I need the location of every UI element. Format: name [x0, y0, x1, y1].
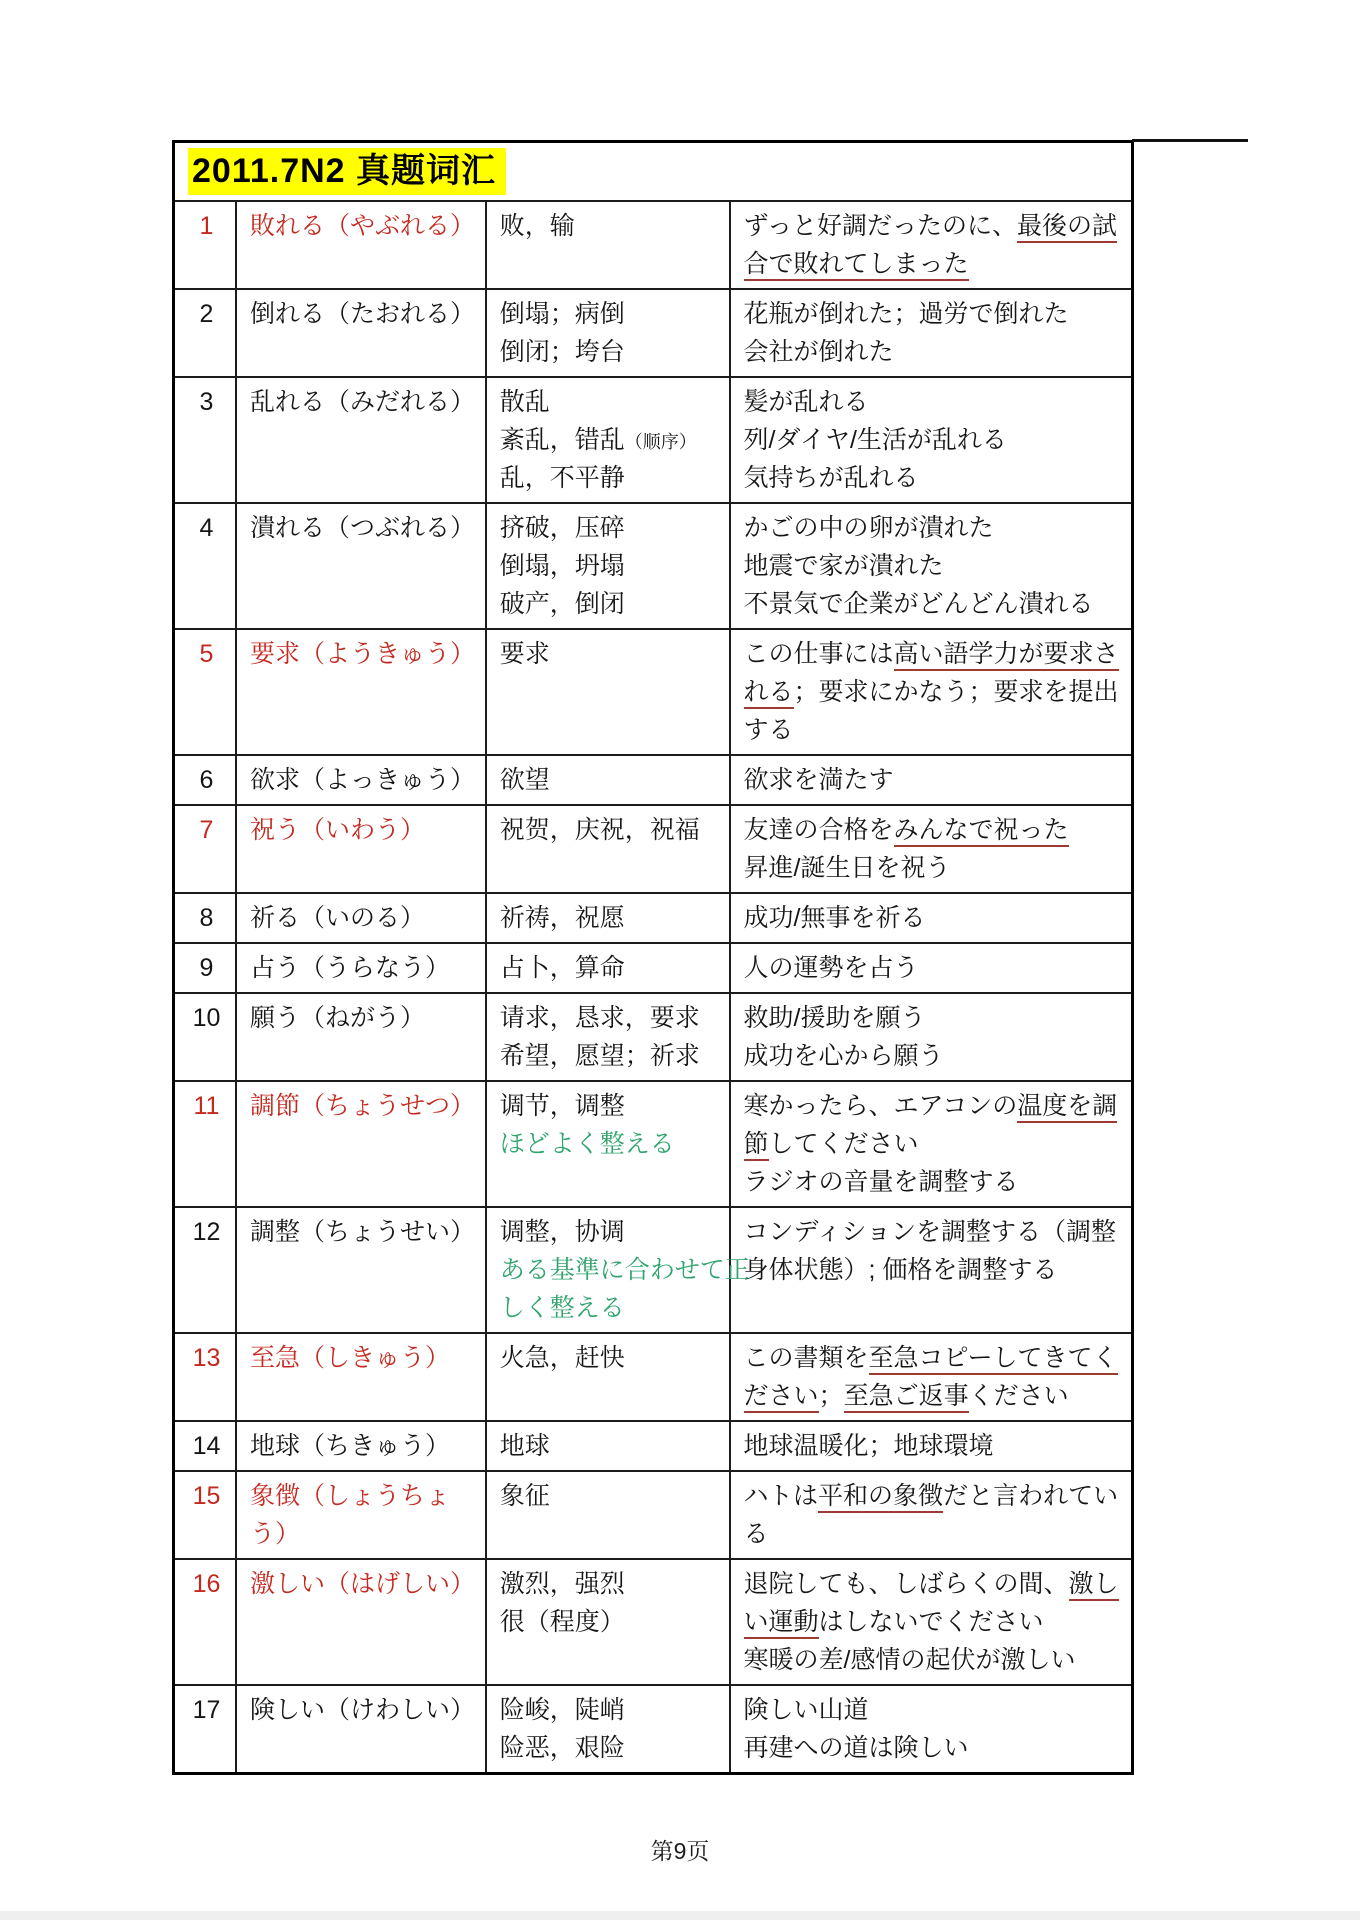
cell-line: [250, 1427, 475, 1465]
cell-line: [744, 635, 1121, 673]
cell-line: [744, 761, 1121, 799]
underlined-text: 平和の象徴: [818, 1482, 943, 1513]
cell-line: [744, 1339, 1121, 1377]
example-cell: [730, 993, 1133, 1081]
meaning-cell: [486, 943, 730, 993]
table-row: [174, 993, 1133, 1081]
word-cell: [236, 1685, 486, 1774]
text-segment: 成功を心から願う: [743, 1042, 944, 1070]
row-number-cell: [174, 1081, 236, 1207]
word-cell: [236, 629, 486, 755]
example-cell: [730, 1081, 1133, 1207]
text-segment: 倒塌；病倒: [499, 300, 625, 328]
text-segment: かごの中の卵が潰れた: [743, 514, 994, 542]
green-note-text: しく整える: [499, 1294, 625, 1322]
text-segment: 很（程度）: [499, 1608, 625, 1636]
cell-line: [500, 1477, 719, 1515]
row-number-cell: [174, 377, 236, 503]
vocab-table: [172, 140, 1134, 1775]
example-cell: [730, 201, 1133, 289]
cell-line: [250, 1087, 475, 1125]
table-row: [174, 1333, 1133, 1421]
text-segment: 寒暖の差/感情の起伏が激しい: [743, 1646, 1076, 1674]
text-segment: ください: [968, 1382, 1069, 1410]
cell-line: [744, 333, 1121, 371]
cell-line: [744, 1427, 1121, 1465]
row-number: 13: [192, 1344, 221, 1372]
text-segment: この書類を: [743, 1344, 869, 1372]
row-number-cell: [174, 943, 236, 993]
text-segment: 要求: [499, 640, 550, 668]
word-cell: [236, 1081, 486, 1207]
word-cell: [236, 1559, 486, 1685]
cell-line: [250, 383, 475, 421]
text-segment: 占う（うらなう）: [249, 954, 450, 982]
word-cell: [236, 893, 486, 943]
example-cell: [730, 1333, 1133, 1421]
cell-line: [250, 899, 475, 937]
cell-line: [744, 509, 1121, 547]
table-row: [174, 629, 1133, 755]
cell-line: [250, 207, 475, 245]
text-segment: 地球（ちきゅう）: [249, 1432, 450, 1460]
row-number: 9: [199, 954, 214, 982]
row-number-cell: [174, 1421, 236, 1471]
cell-line: [744, 1729, 1121, 1767]
text-segment: 地球: [499, 1432, 550, 1460]
cell-line: [744, 1377, 1121, 1415]
text-segment: する: [743, 716, 794, 744]
row-number: 6: [199, 766, 214, 794]
row-number: 4: [199, 514, 214, 542]
table-row: [174, 1081, 1133, 1207]
row-number: 5: [199, 640, 214, 668]
text-segment: う）: [249, 1520, 300, 1548]
table-row: [174, 893, 1133, 943]
text-segment: 寒かったら、エアコンの: [743, 1092, 1018, 1120]
underlined-text: ださい: [744, 1382, 819, 1413]
cell-line: [500, 1037, 719, 1075]
row-number: 1: [199, 212, 214, 240]
document-title: 2011.7N2 真题词汇: [188, 148, 506, 195]
row-number-cell: [174, 1559, 236, 1685]
table-row: [174, 201, 1133, 289]
text-segment: 险恶，艰险: [499, 1734, 625, 1762]
table-row: [174, 805, 1133, 893]
meaning-cell: [486, 755, 730, 805]
text-segment: 散乱: [499, 388, 550, 416]
table-row: [174, 1471, 1133, 1559]
row-number: 8: [199, 904, 214, 932]
cell-line: [250, 999, 475, 1037]
cell-line: [500, 761, 719, 799]
meaning-cell: [486, 201, 730, 289]
text-segment: 調節（ちょうせつ）: [249, 1092, 475, 1120]
cell-line: [744, 547, 1121, 585]
text-segment: 倒塌，坍塌: [499, 552, 625, 580]
underlined-text: 至急ご返事: [844, 1382, 969, 1413]
row-number-cell: [174, 503, 236, 629]
text-segment: ；: [818, 1382, 844, 1410]
text-segment: 倒れる（たおれる）: [249, 300, 475, 328]
cell-line: [500, 1565, 719, 1603]
cell-line: [744, 711, 1121, 749]
cell-line: [500, 333, 719, 371]
text-segment: 険しい（けわしい）: [249, 1696, 475, 1724]
word-cell: [236, 289, 486, 377]
text-segment: 象徴（しょうちょ: [249, 1482, 450, 1510]
text-segment: 花瓶が倒れた；過労で倒れた: [743, 300, 1069, 328]
page-bottom-edge: [0, 1911, 1360, 1920]
underlined-text: 激し: [1069, 1570, 1119, 1601]
text-segment: 败，输: [499, 212, 575, 240]
text-segment: 昇進/誕生日を祝う: [743, 854, 951, 882]
text-segment: コンディションを調整する（調整: [743, 1218, 1117, 1246]
text-segment: 激しい（はげしい）: [249, 1570, 475, 1598]
cell-line: [500, 1339, 719, 1377]
text-segment: 破产，倒闭: [499, 590, 625, 618]
row-number-cell: [174, 629, 236, 755]
cell-line: [744, 1213, 1121, 1251]
text-segment: 祈る（いのる）: [249, 904, 425, 932]
meaning-cell: [486, 1471, 730, 1559]
cell-line: [744, 1603, 1121, 1641]
cell-line: [744, 949, 1121, 987]
page-number: 第9页: [650, 1838, 710, 1864]
word-cell: [236, 1471, 486, 1559]
cell-line: [250, 509, 475, 547]
row-number: 14: [192, 1432, 221, 1460]
row-number-cell: [174, 893, 236, 943]
row-number-cell: [174, 201, 236, 289]
row-number-cell: [174, 1471, 236, 1559]
text-segment: 友達の合格を: [743, 816, 894, 844]
text-segment: 请求，恳求，要求: [499, 1004, 700, 1032]
cell-line: [500, 459, 719, 497]
text-segment: る: [743, 1520, 769, 1548]
text-segment: 身体状態）; 価格を調整する: [743, 1256, 1058, 1284]
word-cell: [236, 805, 486, 893]
row-number-cell: [174, 805, 236, 893]
word-cell: [236, 201, 486, 289]
row-number: 7: [199, 816, 214, 844]
word-cell: [236, 1207, 486, 1333]
cell-line: [744, 1163, 1121, 1201]
cell-line: [250, 1565, 475, 1603]
text-segment: 挤破，压碎: [499, 514, 625, 542]
row-number: 10: [192, 1004, 221, 1032]
example-cell: [730, 805, 1133, 893]
cell-line: [500, 383, 719, 421]
cell-line: [744, 849, 1121, 887]
green-note-text: ある基準に合わせて正: [499, 1256, 750, 1284]
word-cell: [236, 1333, 486, 1421]
cell-line: [500, 421, 719, 459]
cell-line: [744, 207, 1121, 245]
meaning-cell: [486, 805, 730, 893]
text-segment: 願う（ねがう）: [249, 1004, 425, 1032]
cell-line: [744, 295, 1121, 333]
cell-line: [499, 1251, 750, 1289]
text-segment: 人の運勢を占う: [743, 954, 919, 982]
text-segment: この仕事には: [743, 640, 894, 668]
row-number-cell: [174, 289, 236, 377]
table-row: [174, 377, 1133, 503]
text-segment: 気持ちが乱れる: [743, 464, 919, 492]
example-cell: [730, 1685, 1133, 1774]
text-segment: してください: [768, 1130, 919, 1158]
text-segment: （顺序）: [624, 432, 697, 452]
example-cell: [730, 755, 1133, 805]
cell-line: [250, 1213, 475, 1251]
row-number-cell: [174, 755, 236, 805]
text-segment: 乱，不平静: [499, 464, 625, 492]
cell-line: [744, 673, 1121, 711]
cell-line: [744, 811, 1121, 849]
underlined-text: 最後の試: [1017, 212, 1117, 243]
text-segment: 会社が倒れた: [743, 338, 894, 366]
row-number: 16: [192, 1570, 221, 1598]
cell-line: [744, 999, 1121, 1037]
text-segment: 祝贺，庆祝，祝福: [499, 816, 700, 844]
row-number-cell: [174, 993, 236, 1081]
row-number: 2: [199, 300, 214, 328]
text-segment: 救助/援助を願う: [743, 1004, 926, 1032]
meaning-cell: [486, 1081, 730, 1207]
example-cell: [730, 1471, 1133, 1559]
cell-line: [744, 1251, 1121, 1289]
example-cell: [730, 893, 1133, 943]
text-segment: 地震で家が潰れた: [743, 552, 944, 580]
row-number: 17: [192, 1696, 221, 1724]
word-cell: [236, 755, 486, 805]
cell-line: [744, 1565, 1121, 1603]
title-row: [174, 142, 1133, 202]
example-cell: [730, 629, 1133, 755]
word-cell: [236, 993, 486, 1081]
cell-line: [250, 1691, 475, 1729]
cell-line: [744, 1641, 1121, 1679]
table-row: [174, 503, 1133, 629]
word-cell: [236, 377, 486, 503]
example-cell: [730, 503, 1133, 629]
cell-line: [500, 1289, 719, 1327]
text-segment: 欲望: [499, 766, 550, 794]
text-segment: 地球温暖化；地球環境: [743, 1432, 994, 1460]
cell-line: [500, 295, 719, 333]
row-number-cell: [174, 1207, 236, 1333]
text-segment: 不景気で企業がどんどん潰れる: [743, 590, 1094, 618]
underlined-text: 合で敗れてしまった: [744, 250, 969, 281]
underlined-text: い運動: [744, 1608, 819, 1639]
row-number: 15: [192, 1482, 221, 1510]
row-number-cell: [174, 1685, 236, 1774]
text-segment: はしないでください: [818, 1608, 1044, 1636]
cell-line: [500, 547, 719, 585]
cell-line: [744, 383, 1121, 421]
cell-line: [500, 509, 719, 547]
cell-line: [500, 949, 719, 987]
cell-line: [500, 999, 719, 1037]
meaning-cell: [486, 289, 730, 377]
text-segment: 潰れる（つぶれる）: [249, 514, 475, 542]
text-segment: 髪が乱れる: [743, 388, 869, 416]
text-segment: 再建への道は険しい: [743, 1734, 969, 1762]
cell-line: [500, 1087, 719, 1125]
cell-line: [250, 949, 475, 987]
text-segment: 欲求を満たす: [743, 766, 894, 794]
text-segment: 火急，赶快: [499, 1344, 625, 1372]
text-segment: 调节，调整: [499, 1092, 625, 1120]
meaning-cell: [486, 1559, 730, 1685]
underlined-text: みんなで祝った: [894, 816, 1069, 847]
cell-line: [500, 1603, 719, 1641]
example-cell: [730, 1421, 1133, 1471]
text-segment: 険しい山道: [743, 1696, 869, 1724]
cell-line: [250, 1339, 475, 1377]
cell-line: [744, 899, 1121, 937]
cell-line: [500, 1427, 719, 1465]
cell-line: [500, 585, 719, 623]
cell-line: [744, 459, 1121, 497]
text-segment: 象征: [499, 1482, 550, 1510]
meaning-cell: [486, 1421, 730, 1471]
cell-line: [744, 1477, 1121, 1515]
underlined-text: れる: [744, 678, 794, 709]
text-segment: 希望，愿望；祈求: [499, 1042, 700, 1070]
example-cell: [730, 1207, 1133, 1333]
table-row: [174, 1421, 1133, 1471]
underlined-text: 節: [744, 1130, 769, 1161]
text-segment: 祈祷，祝愿: [499, 904, 625, 932]
cell-line: [250, 1515, 475, 1553]
text-segment: 欲求（よっきゅう）: [249, 766, 475, 794]
row-number: 11: [193, 1092, 220, 1120]
meaning-cell: [486, 893, 730, 943]
cell-line: [500, 811, 719, 849]
text-segment: 激烈，强烈: [499, 1570, 625, 1598]
text-segment: 至急（しきゅう）: [249, 1344, 450, 1372]
meaning-cell: [486, 993, 730, 1081]
green-note-text: ほどよく整える: [499, 1130, 675, 1158]
text-segment: ずっと好調だったのに、: [743, 212, 1018, 240]
underlined-text: 温度を調: [1017, 1092, 1117, 1123]
text-segment: 祝う（いわう）: [249, 816, 425, 844]
meaning-cell: [486, 377, 730, 503]
table-row: [174, 1207, 1133, 1333]
cell-line: [500, 1125, 719, 1163]
cell-line: [500, 635, 719, 673]
table-row: [174, 1559, 1133, 1685]
cell-line: [500, 1691, 719, 1729]
meaning-cell: [486, 629, 730, 755]
cell-line: [500, 899, 719, 937]
example-cell: [730, 289, 1133, 377]
meaning-cell: [486, 1685, 730, 1774]
table-row: [174, 755, 1133, 805]
text-segment: ；要求にかなう；要求を提出: [793, 678, 1119, 706]
text-segment: 占卜，算命: [499, 954, 625, 982]
cell-line: [744, 1125, 1121, 1163]
text-segment: 調整（ちょうせい）: [249, 1218, 475, 1246]
text-segment: 紊乱，错乱: [499, 426, 625, 454]
cell-line: [500, 1213, 719, 1251]
cell-line: [744, 1515, 1121, 1553]
text-segment: 成功/無事を祈る: [743, 904, 926, 932]
word-cell: [236, 503, 486, 629]
word-cell: [236, 943, 486, 993]
meaning-cell: [486, 1207, 750, 1333]
table-row: [174, 943, 1133, 993]
cell-line: [250, 811, 475, 849]
cell-line: [250, 635, 475, 673]
example-cell: [730, 1559, 1133, 1685]
meaning-cell: [486, 1333, 730, 1421]
cell-line: [744, 585, 1121, 623]
cell-line: [500, 1729, 719, 1767]
text-segment: 险峻，陡峭: [499, 1696, 625, 1724]
underlined-text: 至急コピーしてきてく: [869, 1344, 1118, 1375]
text-segment: 要求（ようきゅう）: [249, 640, 475, 668]
meaning-cell: [486, 503, 730, 629]
text-segment: ラジオの音量を調整する: [743, 1168, 1019, 1196]
cell-line: [744, 1037, 1121, 1075]
text-segment: 列/ダイヤ/生活が乱れる: [743, 426, 1007, 454]
text-segment: 调整，协调: [499, 1218, 625, 1246]
cell-line: [744, 1691, 1121, 1729]
cell-line: [744, 245, 1121, 283]
row-number: 12: [192, 1218, 221, 1246]
row-number: 3: [199, 388, 214, 416]
cell-line: [250, 1477, 475, 1515]
text-segment: 倒闭；垮台: [499, 338, 625, 366]
table-row: [174, 289, 1133, 377]
scan-artifact-line: [1132, 139, 1248, 142]
underlined-text: 高い語学力が要求さ: [894, 640, 1119, 671]
row-number-cell: [174, 1333, 236, 1421]
cell-line: [744, 421, 1121, 459]
table-row: [174, 1685, 1133, 1774]
cell-line: [500, 207, 719, 245]
title-cell: [174, 142, 1133, 202]
example-cell: [730, 943, 1133, 993]
text-segment: 乱れる（みだれる）: [249, 388, 475, 416]
cell-line: [250, 295, 475, 333]
cell-line: [250, 761, 475, 799]
word-cell: [236, 1421, 486, 1471]
cell-line: [744, 1087, 1121, 1125]
text-segment: 敗れる（やぶれる）: [249, 212, 475, 240]
text-segment: 退院しても、しばらくの間、: [743, 1570, 1069, 1598]
text-segment: ハトは: [743, 1482, 819, 1510]
text-segment: だと言われてい: [943, 1482, 1119, 1510]
example-cell: [730, 377, 1133, 503]
